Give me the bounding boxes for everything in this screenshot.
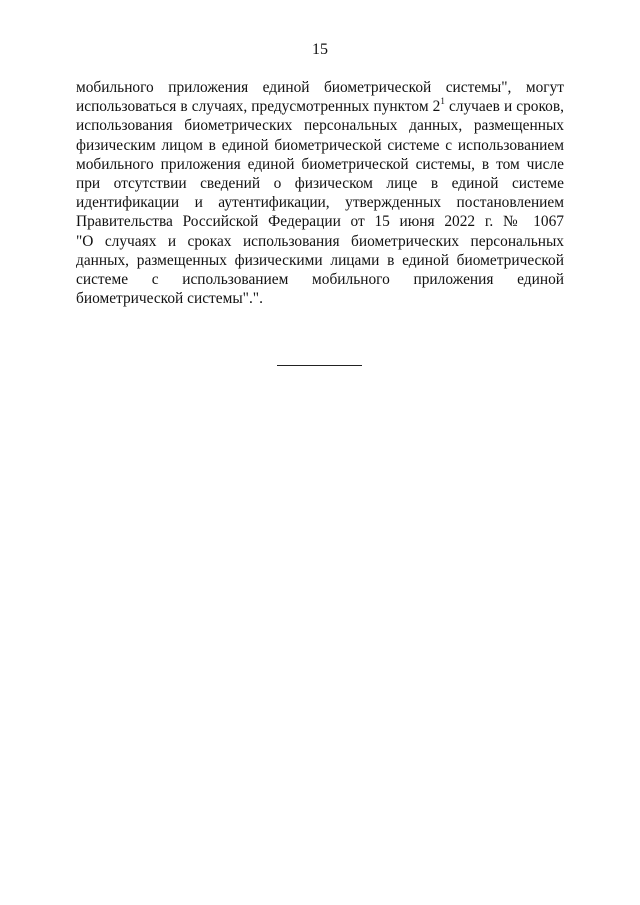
text-line xyxy=(76,97,564,116)
superscript-footnote: 1 xyxy=(440,96,445,107)
text-line-part: случаев и сроков, xyxy=(444,98,564,116)
text-line: мобильного приложения единой биометрической системы, в том числе xyxy=(76,155,564,173)
text-line: "О случаях и сроках использования биометрических персональных xyxy=(76,232,564,250)
body-paragraph xyxy=(76,78,564,308)
text-line: мобильного приложения единой биометрической системы", могут xyxy=(76,79,564,96)
text-line: данных, размещенных физическими лицами в единой биометрической xyxy=(76,251,564,269)
text-line: при отсутствии сведений о физическом лице в единой системе xyxy=(76,174,564,192)
text-line: Правительства Российской Федерации от 15 июня 2022 г. № 1067 xyxy=(76,213,564,231)
text-line: системе с использованием мобильного приложения единой xyxy=(76,270,564,288)
end-of-document-rule xyxy=(277,365,362,366)
text-line-part: использоваться в случаях, предусмотренных пунктом 2 xyxy=(76,98,441,116)
text-line: идентификации и аутентификации, утвержденных постановлением xyxy=(76,194,564,212)
page-number: 15 xyxy=(312,41,328,58)
text-line: использования биометрических персональных данных, размещенных xyxy=(76,117,564,135)
text-line: биометрической системы".". xyxy=(76,290,263,308)
text-line: физическим лицом в единой биометрической системе с использованием xyxy=(76,136,564,154)
